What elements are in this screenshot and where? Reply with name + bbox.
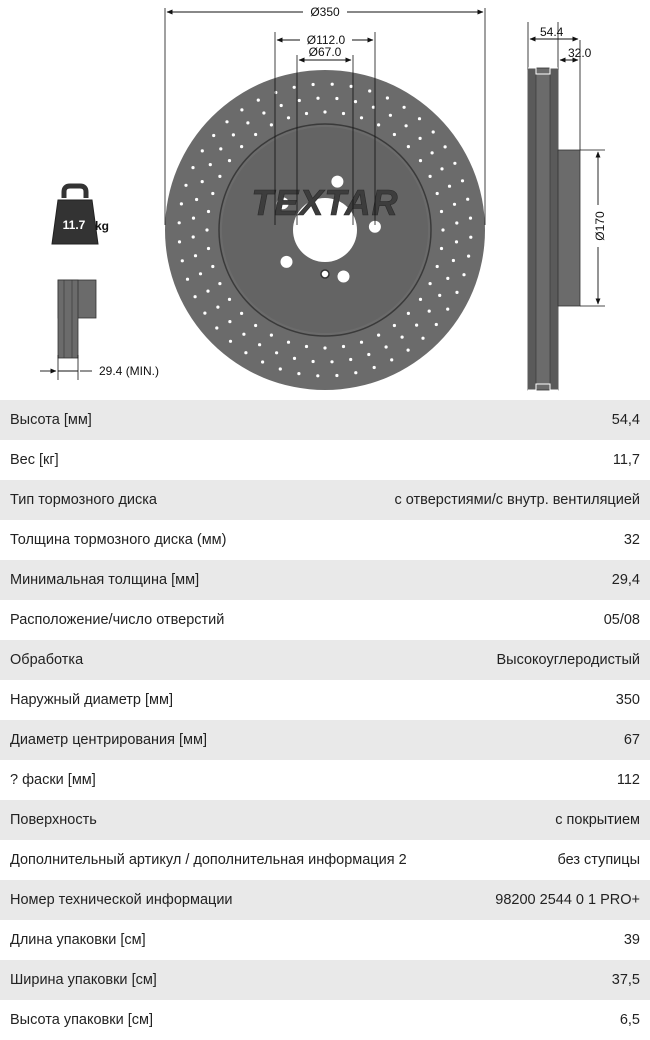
drill-hole <box>444 145 447 148</box>
drill-hole <box>469 236 472 239</box>
drill-hole <box>312 83 315 86</box>
drill-hole <box>262 111 265 114</box>
spec-value: 98200 2544 0 1 PRO+ <box>495 892 640 908</box>
drill-hole <box>421 337 424 340</box>
disc-front-view <box>165 70 485 390</box>
spec-label: Толщина тормозного диска (мм) <box>10 532 227 548</box>
drill-hole <box>316 97 319 100</box>
drill-hole <box>354 100 357 103</box>
drill-hole <box>240 108 243 111</box>
spec-label: Поверхность <box>10 812 97 828</box>
drill-hole <box>390 358 393 361</box>
drill-hole <box>219 147 222 150</box>
drill-hole <box>242 333 245 336</box>
drill-hole <box>429 282 432 285</box>
drill-hole <box>455 240 458 243</box>
drill-hole <box>368 89 371 92</box>
spec-value: 05/08 <box>603 612 640 628</box>
drill-hole <box>419 159 422 162</box>
drill-hole <box>216 306 219 309</box>
dim-height: 54.4 <box>540 25 564 39</box>
drill-hole <box>419 298 422 301</box>
drill-hole <box>192 235 195 238</box>
spec-row <box>0 880 650 920</box>
drill-hole <box>446 308 449 311</box>
drill-hole <box>323 110 326 113</box>
spec-row <box>0 800 650 840</box>
drill-hole <box>350 85 353 88</box>
drill-hole <box>244 351 247 354</box>
drill-hole <box>462 273 465 276</box>
drill-hole <box>298 99 301 102</box>
spec-label: Ширина упаковки [см] <box>10 972 157 988</box>
drill-hole <box>438 294 441 297</box>
spec-row <box>0 560 650 600</box>
drill-hole <box>178 221 181 224</box>
drill-hole <box>212 134 215 137</box>
spec-row <box>0 600 650 640</box>
spec-value: 350 <box>615 692 640 708</box>
drill-hole <box>316 374 319 377</box>
bolt-hole <box>281 256 293 268</box>
spec-value: с отверстиями/с внутр. вентиляцией <box>394 492 640 508</box>
drill-hole <box>418 117 421 120</box>
drill-hole <box>228 298 231 301</box>
spec-label: Диаметр центрирования [мм] <box>10 732 208 748</box>
drill-hole <box>441 228 444 231</box>
drill-hole <box>240 312 243 315</box>
drill-hole <box>209 163 212 166</box>
spec-value: 6,5 <box>619 1012 640 1028</box>
spec-label: Наружный диаметр [мм] <box>10 692 174 708</box>
weight-unit: kg <box>95 219 110 233</box>
spec-row <box>0 960 650 1000</box>
drill-hole <box>342 345 345 348</box>
drill-hole <box>335 97 338 100</box>
spec-row <box>0 1000 650 1040</box>
drill-hole <box>195 198 198 201</box>
drill-hole <box>331 83 334 86</box>
drill-hole <box>436 265 439 268</box>
drill-hole <box>186 278 189 281</box>
drill-hole <box>254 133 257 136</box>
drill-hole <box>360 341 363 344</box>
drill-hole <box>373 366 376 369</box>
drill-hole <box>194 295 197 298</box>
specs-table <box>0 400 650 1040</box>
drill-hole <box>192 217 195 220</box>
spec-row <box>0 520 650 560</box>
drill-hole <box>203 312 206 315</box>
drill-hole <box>201 180 204 183</box>
drill-hole <box>393 324 396 327</box>
drill-hole <box>367 353 370 356</box>
dim-center-bore: Ø67.0 <box>308 45 342 59</box>
drawing-canvas <box>0 0 650 400</box>
drill-hole <box>377 334 380 337</box>
drill-hole <box>215 326 218 329</box>
spec-value: 67 <box>623 732 640 748</box>
drill-hole <box>270 334 273 337</box>
drill-hole <box>466 198 469 201</box>
spec-row <box>0 480 650 520</box>
spec-row <box>0 400 650 440</box>
dim-bolt-circle: Ø112.0 <box>306 33 346 47</box>
drill-hole <box>407 145 410 148</box>
drill-hole <box>386 96 389 99</box>
spec-row <box>0 840 650 880</box>
drill-hole <box>385 345 388 348</box>
spec-label: Высота упаковки [см] <box>10 1012 154 1028</box>
drill-hole <box>403 106 406 109</box>
weight-value: 11.7 <box>62 218 86 232</box>
drill-hole <box>312 360 315 363</box>
spec-label: Обработка <box>10 652 84 668</box>
drill-hole <box>178 240 181 243</box>
drill-hole <box>228 320 231 323</box>
spec-label: Тип тормозного диска <box>10 492 157 508</box>
drill-hole <box>293 357 296 360</box>
drill-hole <box>440 167 443 170</box>
spec-label: Минимальная толщина [мм] <box>10 572 200 588</box>
drill-hole <box>461 179 464 182</box>
drill-hole <box>191 166 194 169</box>
spec-value: 32 <box>623 532 640 548</box>
spec-label: Номер технической информации <box>10 892 233 908</box>
drill-hole <box>440 247 443 250</box>
drill-hole <box>218 175 221 178</box>
spec-label: ? фаски [мм] <box>10 772 96 788</box>
drill-hole <box>254 324 257 327</box>
spec-label: Вес [кг] <box>10 452 59 468</box>
spec-label: Дополнительный артикул / дополнительная информация 2 <box>10 852 407 868</box>
drill-hole <box>448 185 451 188</box>
drill-hole <box>431 151 434 154</box>
drill-hole <box>440 210 443 213</box>
drill-hole <box>275 351 278 354</box>
drill-hole <box>453 162 456 165</box>
drill-hole <box>428 310 431 313</box>
drill-hole <box>467 255 470 258</box>
drill-hole <box>211 265 214 268</box>
drill-hole <box>335 374 338 377</box>
drill-hole <box>258 343 261 346</box>
drill-hole <box>229 340 232 343</box>
drill-hole <box>218 282 221 285</box>
drill-hole <box>240 145 243 148</box>
drill-hole <box>279 367 282 370</box>
drill-hole <box>280 104 283 107</box>
drill-hole <box>455 291 458 294</box>
drill-hole <box>232 133 235 136</box>
drill-hole <box>360 116 363 119</box>
drill-hole <box>330 360 333 363</box>
spec-row <box>0 720 650 760</box>
drill-hole <box>446 277 449 280</box>
spec-value: 112 <box>616 772 640 788</box>
drill-hole <box>415 324 418 327</box>
drill-hole <box>181 259 184 262</box>
drill-hole <box>180 202 183 205</box>
drill-hole <box>429 175 432 178</box>
drill-hole <box>452 259 455 262</box>
drill-hole <box>199 272 202 275</box>
technical-drawing <box>0 0 650 400</box>
spec-row <box>0 680 650 720</box>
drill-hole <box>270 123 273 126</box>
weight-icon <box>52 186 109 244</box>
drill-hole <box>261 360 264 363</box>
drill-hole <box>305 345 308 348</box>
drill-hole <box>225 120 228 123</box>
spec-row <box>0 440 650 480</box>
drill-hole <box>419 137 422 140</box>
drill-hole <box>469 217 472 220</box>
spec-value: Высокоуглеродистый <box>496 652 640 668</box>
drill-hole <box>323 346 326 349</box>
spec-value: 39 <box>623 932 640 948</box>
drill-hole <box>246 121 249 124</box>
drill-hole <box>305 112 308 115</box>
drill-hole <box>401 336 404 339</box>
dim-hat-diameter: Ø170 <box>593 211 608 241</box>
drill-hole <box>228 159 231 162</box>
disc-side-profile <box>528 22 607 390</box>
spec-label: Длина упаковки [см] <box>10 932 146 948</box>
spec-value: 29,4 <box>611 572 640 588</box>
locating-hole <box>321 270 329 278</box>
spec-value: 11,7 <box>612 452 640 468</box>
drill-hole <box>287 116 290 119</box>
drill-hole <box>201 149 204 152</box>
dim-min-thickness: 29.4 (MIN.) <box>99 364 160 378</box>
drill-hole <box>257 99 260 102</box>
drill-hole <box>377 123 380 126</box>
drill-hole <box>207 210 210 213</box>
drill-hole <box>405 124 408 127</box>
spec-value: 54,4 <box>611 412 640 428</box>
drill-hole <box>407 312 410 315</box>
drill-hole <box>354 371 357 374</box>
spec-value: без ступицы <box>557 852 640 868</box>
drill-hole <box>389 114 392 117</box>
spec-row <box>0 640 650 680</box>
drill-hole <box>297 372 300 375</box>
drill-hole <box>393 133 396 136</box>
drill-hole <box>287 341 290 344</box>
drill-hole <box>436 192 439 195</box>
drill-hole <box>372 106 375 109</box>
spec-row <box>0 760 650 800</box>
drill-hole <box>342 112 345 115</box>
drill-hole <box>293 86 296 89</box>
dim-outer-diameter: Ø350 <box>310 5 340 19</box>
spec-row <box>0 920 650 960</box>
drill-hole <box>455 221 458 224</box>
drill-hole <box>432 130 435 133</box>
drill-hole <box>206 290 209 293</box>
min-thickness-icon <box>40 280 159 380</box>
drill-hole <box>184 184 187 187</box>
spec-label: Высота [мм] <box>10 412 92 428</box>
bolt-hole <box>338 271 350 283</box>
spec-value: с покрытием <box>555 812 640 828</box>
drill-hole <box>407 349 410 352</box>
drill-hole <box>207 247 210 250</box>
drill-hole <box>435 323 438 326</box>
drill-hole <box>205 228 208 231</box>
drill-hole <box>349 358 352 361</box>
spec-label: Расположение/число отверстий <box>10 612 225 628</box>
brand-logo: TEXTAR <box>251 182 399 223</box>
dim-thickness: 32.0 <box>568 46 592 60</box>
spec-value: 37,5 <box>611 972 640 988</box>
drill-hole <box>453 203 456 206</box>
drill-hole <box>194 254 197 257</box>
drill-hole <box>211 192 214 195</box>
